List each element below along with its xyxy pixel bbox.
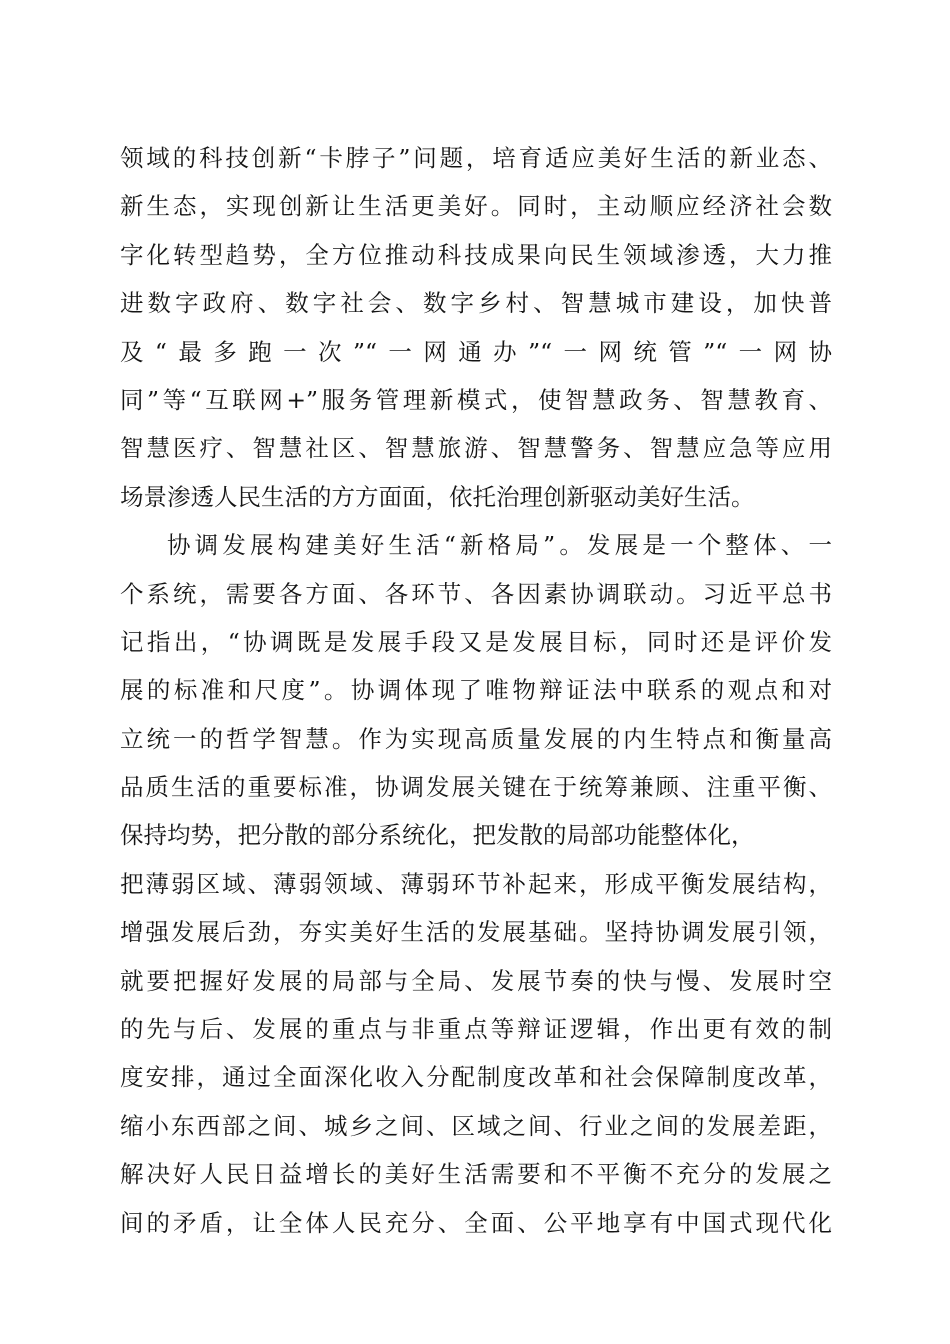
- text-line: 品质生活的重要标准，协调发展关键在于统筹兼顾、注重平衡、: [120, 773, 832, 802]
- text-line: 度安排，通过全面深化收入分配制度改革和社会保障制度改革，: [120, 1063, 832, 1092]
- paragraph-end-line: 场景渗透人民生活的方方面面，依托治理创新驱动美好生活。: [120, 482, 755, 511]
- text-line: 新生态，实现创新让生活更美好。同时，主动顺应经济社会数: [120, 192, 832, 221]
- text-line: 间的矛盾，让全体人民充分、全面、公平地享有中国式现代化: [120, 1208, 832, 1237]
- text-line: 把薄弱区域、薄弱领域、薄弱环节补起来，形成平衡发展结构，: [120, 869, 832, 898]
- text-line: 缩小东西部之间、城乡之间、区域之间、行业之间的发展差距，: [120, 1111, 832, 1140]
- text-line: 就要把握好发展的局部与全局、发展节奏的快与慢、发展时空: [120, 966, 832, 995]
- text-line: 领域的科技创新“卡脖子”问题，培育适应美好生活的新业态、: [120, 144, 832, 172]
- text-line: 个系统，需要各方面、各环节、各因素协调联动。习近平总书: [120, 579, 832, 608]
- text-line: 保持均势，把分散的部分系统化，把发散的局部功能整体化，: [120, 821, 755, 850]
- text-line: 记指出，“协调既是发展手段又是发展目标，同时还是评价发: [120, 627, 832, 656]
- paragraph-first-line: 协调发展构建美好生活“新格局”。发展是一个整体、一: [167, 531, 832, 560]
- text-line: 立统一的哲学智慧。作为实现高质量发展的内生特点和衡量高: [120, 724, 832, 753]
- text-line: 展的标准和尺度”。协调体现了唯物辩证法中联系的观点和对: [120, 676, 832, 705]
- text-line: 进数字政府、数字社会、数字乡村、智慧城市建设，加快普: [120, 289, 832, 318]
- text-line: 的先与后、发展的重点与非重点等辩证逻辑，作出更有效的制: [120, 1015, 832, 1044]
- text-line: 及“最多跑一次”“一网通办”“一网统管”“一网协: [120, 337, 832, 366]
- text-line: 同”等“互联网+”服务管理新模式，使智慧政务、智慧教育、: [120, 385, 832, 414]
- body-text: [120, 134, 832, 1247]
- text-line: 智慧医疗、智慧社区、智慧旅游、智慧警务、智慧应急等应用: [120, 434, 832, 463]
- text-line: 增强发展后劲，夯实美好生活的发展基础。坚持协调发展引领，: [120, 918, 832, 947]
- text-line: 解决好人民日益增长的美好生活需要和不平衡不充分的发展之: [120, 1160, 832, 1189]
- text-line: 字化转型趋势，全方位推动科技成果向民生领域渗透，大力推: [120, 240, 832, 269]
